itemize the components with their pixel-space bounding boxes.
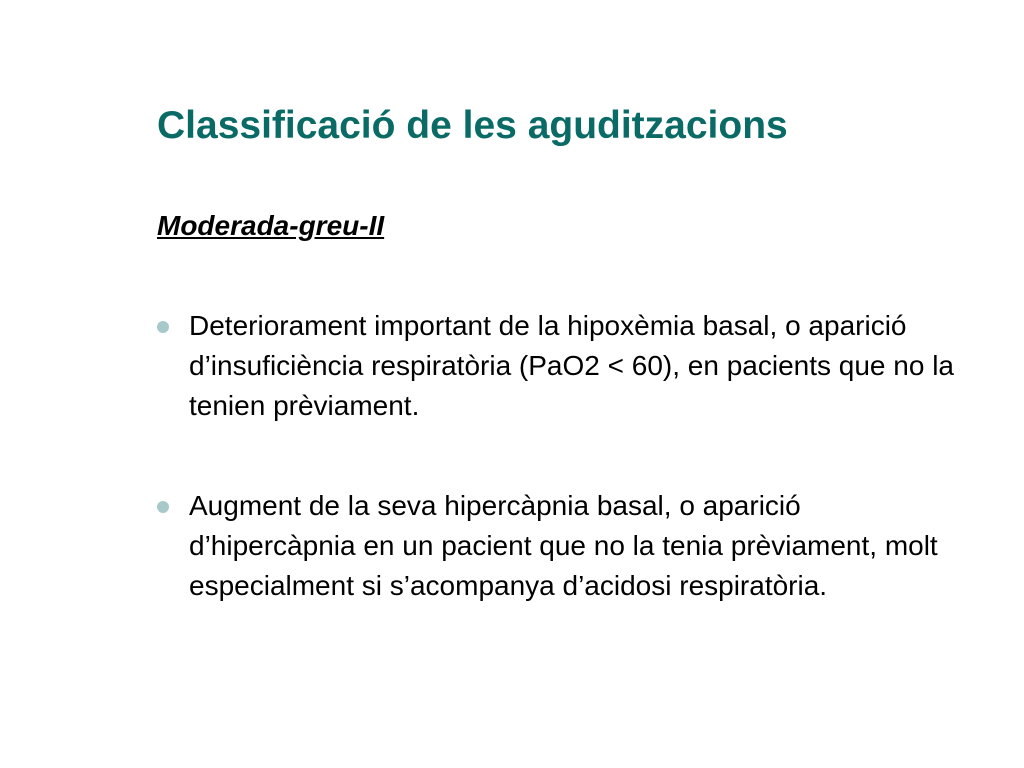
section-subtitle: Moderada-greu-II [157,210,385,241]
bullet-dot-icon [157,501,169,513]
bullet-item [157,306,957,426]
bullet-text: Augment de la seva hipercàpnia basal, o aparició d’hipercàpnia en un pacient que no la tenia prèviament, molt especialment si s’acompanya d’acidosi respiratòria. [189,490,938,601]
bullet-dot-icon [157,321,169,333]
slide-title: Classificació de les aguditzacions [157,104,788,147]
bullet-text: Deteriorament important de la hipoxèmia basal, o aparició d’insuficiència respiratòria (PaO2 < 60), en pacients que no la tenien prèviament. [189,310,954,421]
bullet-list [157,306,957,606]
bullet-item [157,486,957,606]
